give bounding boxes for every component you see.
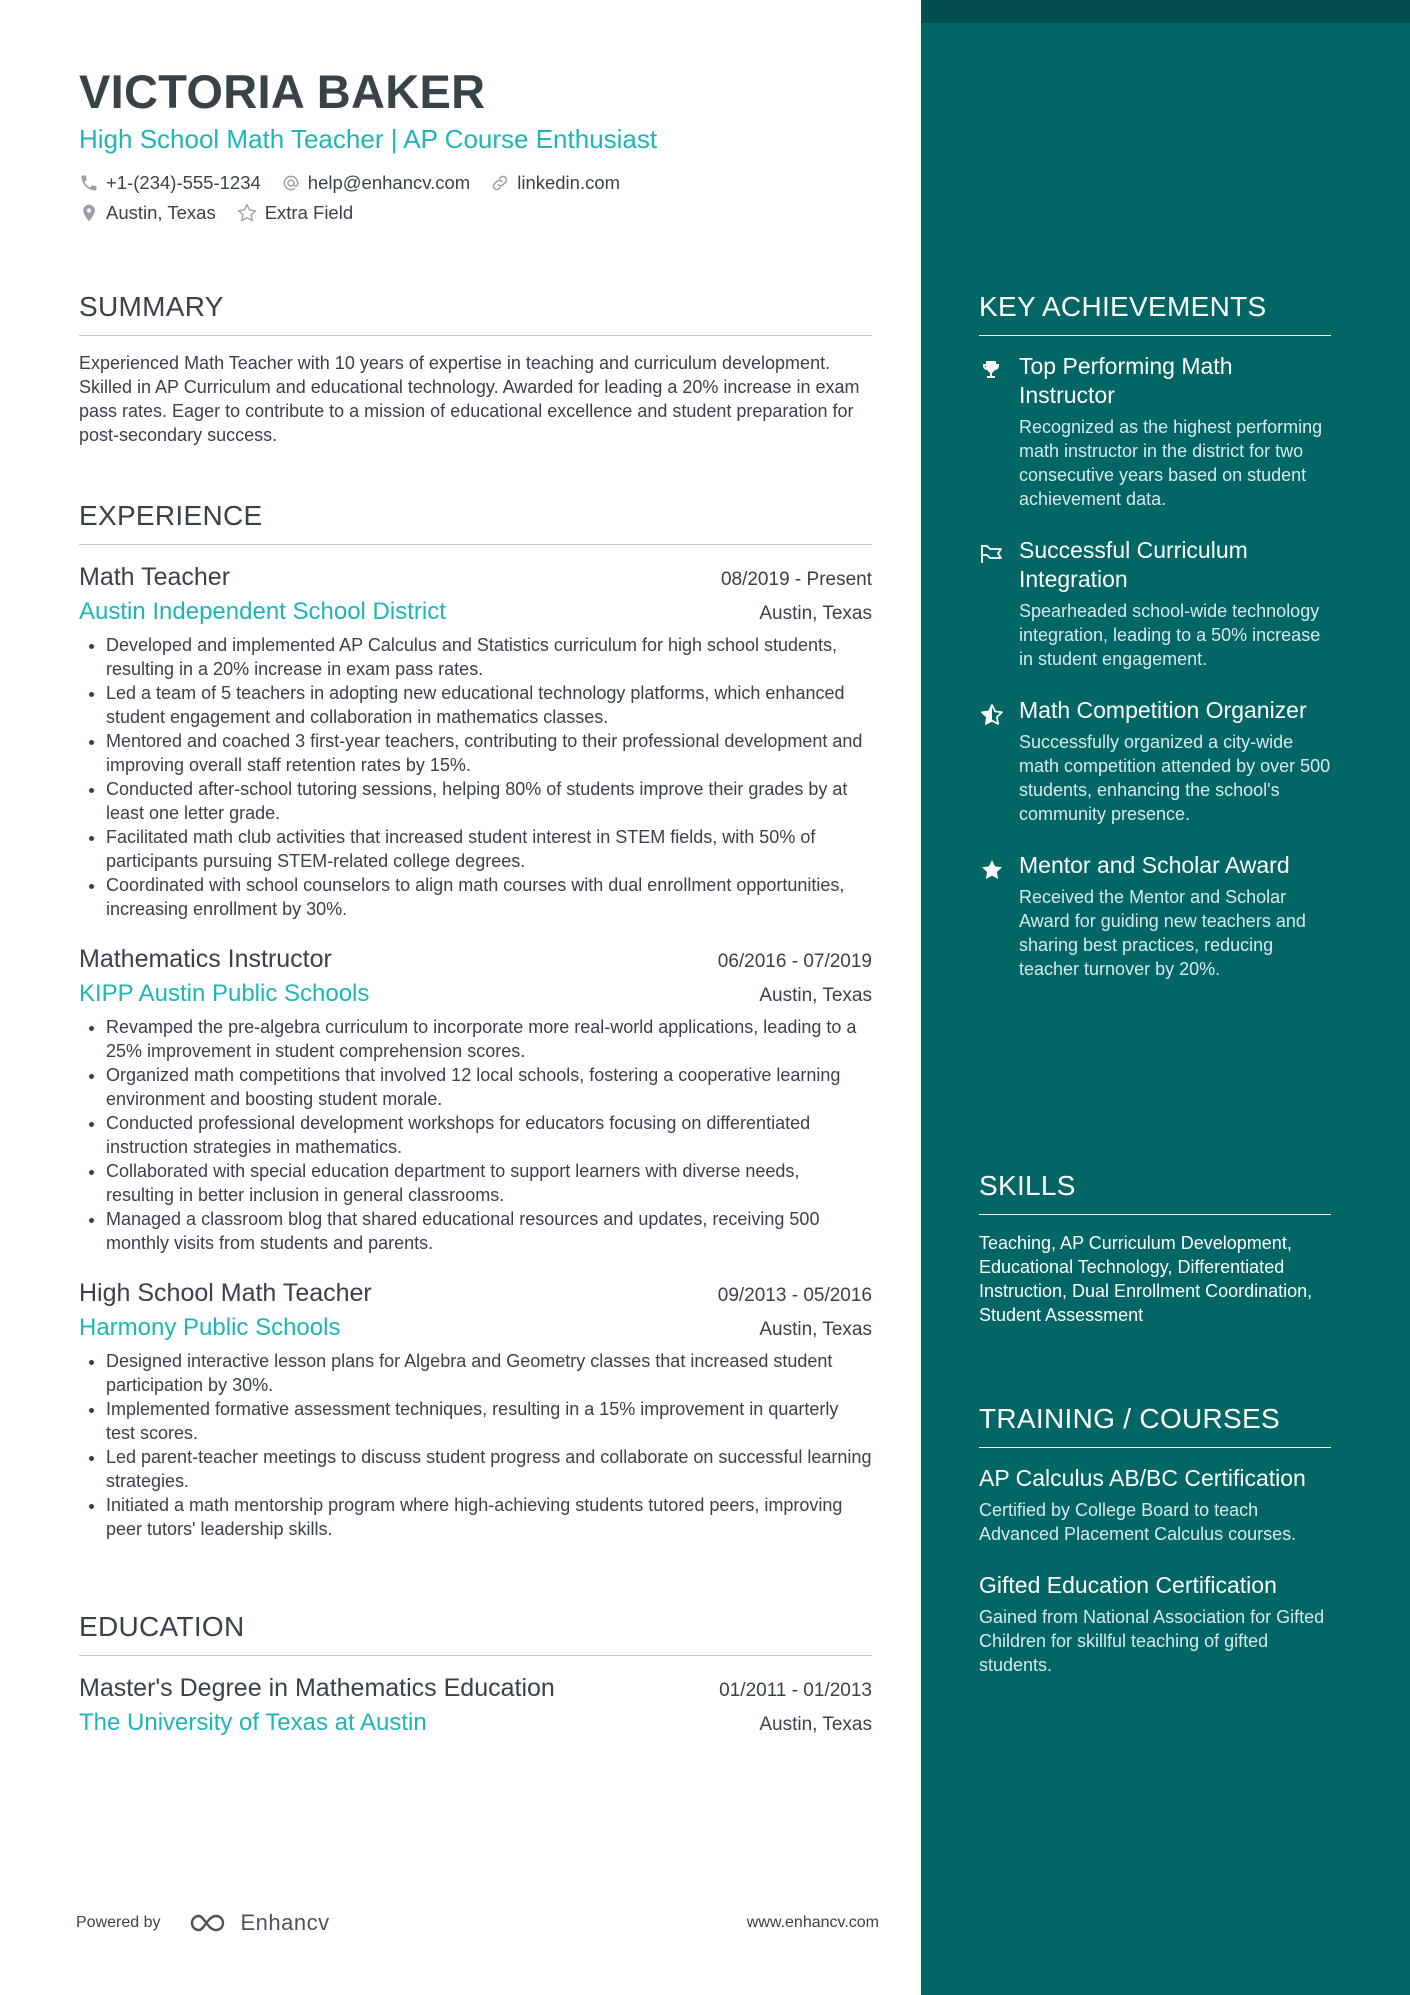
- course-title: Gifted Education Certification: [979, 1572, 1277, 1598]
- summary-section: [79, 289, 872, 447]
- achievement-item: [979, 696, 1331, 826]
- achievement-desc: Received the Mentor and Scholar Award for guiding new teachers and sharing best practices, reducing teacher turnover by 20%.: [1019, 887, 1306, 979]
- experience-section: [79, 498, 872, 1541]
- achievement-body: [1019, 352, 1331, 511]
- section-title: SKILLS: [979, 1168, 1331, 1215]
- achievements-section: [979, 289, 1331, 981]
- education-subheader: [79, 1706, 872, 1740]
- job-header: [79, 559, 872, 595]
- job-subheader: [79, 977, 872, 1011]
- link-icon: [490, 173, 510, 193]
- flag-icon: [979, 542, 1005, 566]
- powered-by: [76, 1910, 330, 1936]
- job-header: [79, 1275, 872, 1311]
- phone-icon: [79, 173, 99, 193]
- job-date: 09/2013 - 05/2016: [717, 1285, 872, 1306]
- star-icon: [979, 857, 1005, 883]
- education-header: [79, 1670, 872, 1706]
- achievement-title: Successful Curriculum Integration: [1019, 537, 1248, 592]
- powered-by-label: Powered by: [76, 1914, 161, 1931]
- headline: High School Math Teacher | AP Course Enthusiast: [79, 124, 658, 154]
- experience-item: [79, 559, 872, 921]
- bullet: • Initiated a math mentorship program where high-achieving students tutored peers, improving peer tutors' leadership skills.: [106, 1493, 872, 1541]
- degree: Master's Degree in Mathematics Education: [79, 1674, 555, 1702]
- achievement-body: [1019, 696, 1331, 826]
- bullet: • Organized math competitions that involved 12 local schools, fostering a cooperative learning environment and boosting student morale.: [106, 1063, 872, 1111]
- star-half-icon: [979, 702, 1005, 728]
- achievement-item: [979, 536, 1331, 671]
- section-title: EXPERIENCE: [79, 498, 872, 545]
- course-desc: Gained from National Association for Gifted Children for skillful teaching of gifted students.: [979, 1607, 1325, 1675]
- achievement-title: Top Performing Math Instructor: [1019, 353, 1233, 408]
- bullet: • Led parent-teacher meetings to discuss student progress and collaborate on successful learning strategies.: [106, 1445, 872, 1493]
- job-header: [79, 941, 872, 977]
- location-pin-icon: [79, 203, 99, 223]
- job-bullets: [79, 1015, 872, 1255]
- achievement-desc: Recognized as the highest performing math instructor in the district for two consecutive years based on student achievement data.: [1019, 417, 1323, 509]
- skills-text: Teaching, AP Curriculum Development, Educational Technology, Differentiated Instruction, Dual Enrollment Coordination, Student Assessment: [979, 1233, 1313, 1325]
- section-title: TRAINING / COURSES: [979, 1401, 1331, 1448]
- phone-text: +1-(234)-555-1234: [106, 172, 261, 193]
- bullet: • Facilitated math club activities that increased student interest in STEM fields, with 50% of participants pursuing STEM-related college degrees.: [106, 825, 872, 873]
- section-title: SUMMARY: [79, 289, 872, 336]
- contact-info: [79, 168, 872, 228]
- link-text: linkedin.com: [517, 172, 621, 193]
- job-subheader: [79, 1311, 872, 1345]
- bullet: • Mentored and coached 3 first-year teachers, contributing to their professional development and improving overall staff retention rates by 15%.: [106, 729, 872, 777]
- achievement-body: [1019, 536, 1331, 671]
- summary-text: Experienced Math Teacher with 10 years of expertise in teaching and curriculum development. Skilled in AP Curriculum and educational technology. Awarded for leading a 20% increase in exam pass rates. Eager to contribute to a mission of educational excellence and student preparation for post-secondary success.: [79, 353, 860, 445]
- achievement-desc: Spearheaded school-wide technology integration, leading to a 50% increase in student engagement.: [1019, 601, 1321, 669]
- achievement-title: Mentor and Scholar Award: [1019, 852, 1290, 878]
- achievement-body: [1019, 851, 1331, 981]
- school: The University of Texas at Austin: [79, 1709, 427, 1736]
- course-item: [979, 1464, 1331, 1546]
- contact-email[interactable]: [281, 172, 470, 194]
- bullet: • Conducted professional development workshops for educators focusing on differentiated instruction strategies in mathematics.: [106, 1111, 872, 1159]
- job-bullets: [79, 1349, 872, 1541]
- brand-name: Enhancv: [240, 1910, 330, 1935]
- infinity-logo-icon: [187, 1911, 233, 1935]
- candidate-name: VICTORIA BAKER: [79, 65, 486, 118]
- contact-row: [79, 168, 872, 198]
- sidebar-top-band: [921, 0, 1410, 23]
- brand-logo[interactable]: [187, 1910, 330, 1936]
- training-section: [979, 1401, 1331, 1677]
- achievement-title: Math Competition Organizer: [1019, 697, 1307, 723]
- bullet: • Managed a classroom blog that shared educational resources and updates, receiving 500 monthly visits from students and parents.: [106, 1207, 872, 1255]
- contact-location: [79, 202, 216, 224]
- contact-link[interactable]: [490, 172, 620, 194]
- bullet: • Conducted after-school tutoring sessions, helping 80% of students improve their grades by at least one letter grade.: [106, 777, 872, 825]
- location-text: Austin, Texas: [106, 202, 216, 223]
- achievement-item: [979, 851, 1331, 981]
- achievement-icon-wrap: [979, 851, 1019, 981]
- job-location: Austin, Texas: [759, 1319, 872, 1340]
- course-desc: Certified by College Board to teach Advanced Placement Calculus courses.: [979, 1500, 1297, 1544]
- achievement-icon-wrap: [979, 352, 1019, 511]
- trophy-icon: [979, 358, 1003, 382]
- at-icon: [281, 173, 301, 193]
- education-item: [79, 1670, 872, 1740]
- job-location: Austin, Texas: [759, 603, 872, 624]
- bullet: • Implemented formative assessment techniques, resulting in a 15% improvement in quarterly test scores.: [106, 1397, 872, 1445]
- header: [79, 64, 872, 228]
- section-title: EDUCATION: [79, 1609, 872, 1656]
- achievement-item: [979, 352, 1331, 511]
- bullet: • Designed interactive lesson plans for Algebra and Geometry classes that increased student participation by 30%.: [106, 1349, 872, 1397]
- job-title: Math Teacher: [79, 563, 231, 591]
- contact-row: [79, 198, 872, 228]
- experience-item: [79, 941, 872, 1255]
- contact-phone: [79, 172, 261, 194]
- website-link[interactable]: www.enhancv.com: [746, 1914, 879, 1931]
- bullet: • Revamped the pre-algebra curriculum to incorporate more real-world applications, leading to a 25% improvement in student comprehension scores.: [106, 1015, 872, 1063]
- job-company: Harmony Public Schools: [79, 1314, 341, 1341]
- footer: [76, 1910, 879, 1936]
- job-title: High School Math Teacher: [79, 1279, 372, 1307]
- email-text: help@enhancv.com: [307, 172, 471, 193]
- course-title: AP Calculus AB/BC Certification: [979, 1465, 1306, 1491]
- job-date: 06/2016 - 07/2019: [717, 951, 872, 972]
- skills-section: [979, 1168, 1331, 1327]
- bullet: • Led a team of 5 teachers in adopting new educational technology platforms, which enhanced student engagement and collaboration in mathematics classes.: [106, 681, 872, 729]
- bullet: • Coordinated with school counselors to align math courses with dual enrollment opportunities, increasing enrollment by 30%.: [106, 873, 872, 921]
- contact-extra: [236, 202, 353, 224]
- job-location: Austin, Texas: [759, 985, 872, 1006]
- job-subheader: [79, 595, 872, 629]
- job-bullets: [79, 633, 872, 921]
- job-title: Mathematics Instructor: [79, 945, 332, 973]
- job-company: Austin Independent School District: [79, 598, 446, 625]
- education-date: 01/2011 - 01/2013: [719, 1680, 872, 1701]
- job-company: KIPP Austin Public Schools: [79, 980, 370, 1007]
- job-date: 08/2019 - Present: [720, 569, 872, 590]
- extra-text: Extra Field: [264, 202, 354, 223]
- bullet: • Developed and implemented AP Calculus and Statistics curriculum for high school students, resulting in a 20% increase in exam pass rates.: [106, 633, 872, 681]
- achievement-icon-wrap: [979, 536, 1019, 671]
- education-section: [79, 1609, 872, 1740]
- section-title: KEY ACHIEVEMENTS: [979, 289, 1331, 336]
- experience-item: [79, 1275, 872, 1541]
- star-outline-icon: [236, 202, 258, 224]
- achievement-icon-wrap: [979, 696, 1019, 826]
- achievement-desc: Successfully organized a city-wide math competition attended by over 500 students, enhancing the school's community presence.: [1019, 732, 1331, 824]
- education-location: Austin, Texas: [759, 1714, 872, 1735]
- bullet: • Collaborated with special education department to support learners with diverse needs, resulting in better inclusion in general classrooms.: [106, 1159, 872, 1207]
- course-item: [979, 1571, 1331, 1677]
